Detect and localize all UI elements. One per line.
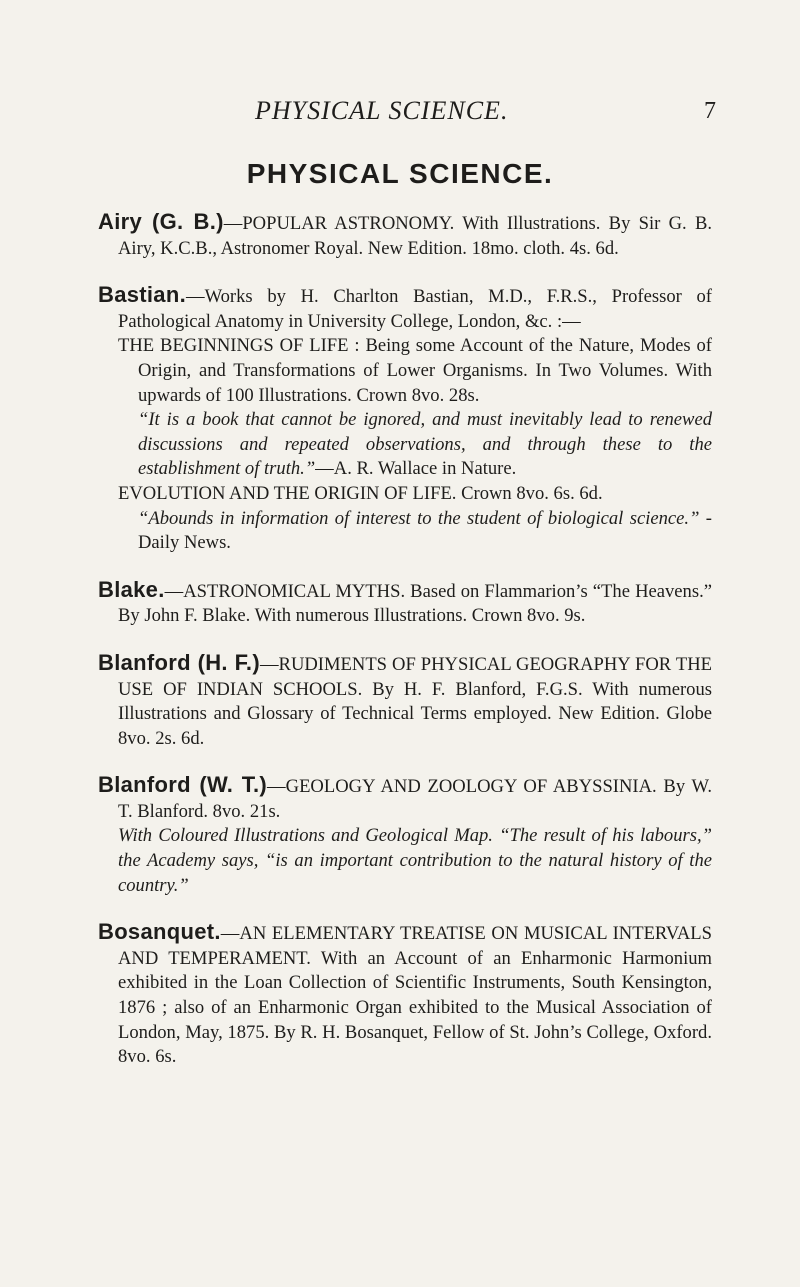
entry-blake <box>98 578 712 629</box>
quote-text: “Abounds in information of interest to the student of biological science.” <box>138 507 700 529</box>
entry-blanford-wt <box>98 773 712 898</box>
author-name: Airy (G. B.) <box>98 209 224 234</box>
quote-source: -Daily News. <box>138 507 712 554</box>
entry-text: —RUDIMENTS OF PHYSICAL GEOGRAPHY FOR THE USE OF INDIAN SCHOOLS. By H. F. Blanford, F.G.S. With numerous Illustrations and Glossary of Technical Terms employed. New Edition. Globe 8vo. 2s. 6d. <box>118 653 712 749</box>
entry-text: —GEOLOGY AND ZOOLOGY OF ABYSSINIA. By W. T. Blanford. 8vo. 21s. <box>118 776 712 822</box>
section-title: PHYSICAL SCIENCE. <box>246 158 554 189</box>
entry-text: —POPULAR ASTRONOMY. With Illustrations. By Sir G. B. Airy, K.C.B., Astronomer Royal. New Edition. 18mo. cloth. 4s. 6d. <box>118 213 712 259</box>
entry-bosanquet <box>98 920 712 1070</box>
entry-list <box>98 210 712 1092</box>
entry-text: —Works by H. Charlton Bastian, M.D., F.R.S., Professor of Pathological Anatomy in University College, London, &c. :— <box>118 286 712 332</box>
author-name: Bosanquet. <box>98 919 221 945</box>
author-name: Bastian. <box>98 282 186 308</box>
page-number: 7 <box>704 98 716 124</box>
review-quote <box>118 408 712 482</box>
entry-text: —AN ELEMENTARY TREATISE ON MUSICAL INTERVALS AND TEMPERAMENT. With an Account of an Enharmonic Harmonium exhibited in the Loan Collection of Scientific Instruments, South Kensington, 1876 ; also of an Enharmonic Organ exhibited to the Musical Association of London, May, 1875. By R. H. Bosanquet, Fellow of St. John’s College, Oxford. 8vo. 6s. <box>118 923 712 1068</box>
review-quote: With Coloured Illustrations and Geological Map. “The result of his labours,” the Academy says, “is an important contribution to the natural history of the country.” <box>118 825 712 896</box>
entry-bastian <box>98 283 712 556</box>
book-evolution: EVOLUTION AND THE ORIGIN OF LIFE. Crown 8vo. 6s. 6d. <box>118 482 603 504</box>
quote-text: “It is a book that cannot be ignored, and must inevitably lead to renewed discussions and repeated observations, and through these to the establishment of truth.” <box>138 409 712 480</box>
running-head <box>0 96 800 130</box>
entry-airy <box>98 210 712 261</box>
author-name: Blanford (W. T.) <box>98 772 268 798</box>
entry-text: —ASTRONOMICAL MYTHS. Based on Flammarion’s “The Heavens.” By John F. Blake. With numerous Illustrations. Crown 8vo. 9s. <box>118 580 712 627</box>
quote-source: —A. R. Wallace in Nature. <box>315 458 517 480</box>
author-name: Blanford (H. F.) <box>98 649 260 675</box>
author-name: Blake. <box>98 576 165 602</box>
entry-blanford-hf <box>98 651 712 751</box>
running-head-title: PHYSICAL SCIENCE. <box>255 96 509 125</box>
book-beginnings-of-life: THE BEGINNINGS OF LIFE : Being some Account of the Nature, Modes of Origin, and Transformations of Lower Organisms. In Two Volumes. With upwards of 100 Illustrations. Crown 8vo. 28s. <box>118 335 712 406</box>
review-quote <box>118 507 712 556</box>
